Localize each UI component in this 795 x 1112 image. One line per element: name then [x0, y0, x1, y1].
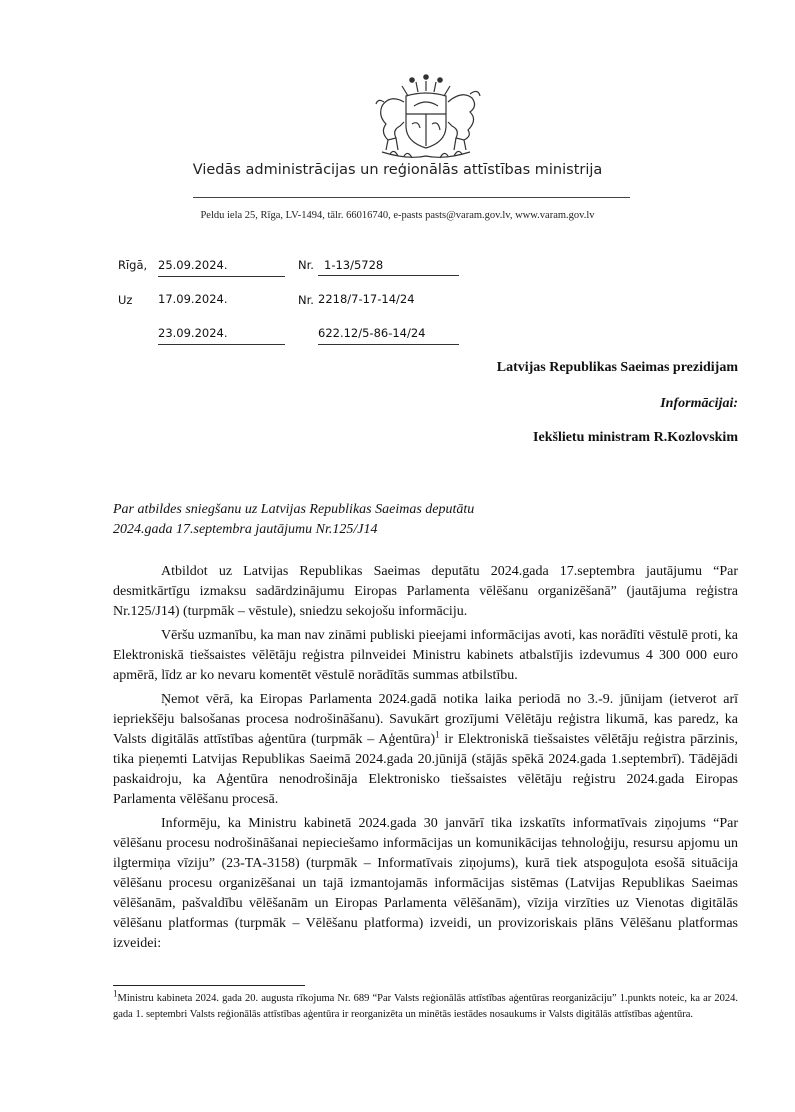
reply-date-1: 17.09.2024. — [158, 292, 228, 306]
recipient-primary: Latvijas Republikas Saeimas prezidijam — [496, 360, 738, 375]
footnote — [113, 988, 738, 1023]
recipient-secondary: Iekšlietu ministram R.Kozlovskim — [533, 430, 738, 445]
footnote-divider — [113, 985, 305, 986]
ministry-address: Peldu iela 25, Rīga, LV-1494, tālr. 66016740, e-pasts pasts@varam.gov.lv, www.varam.gov.lv — [200, 210, 595, 221]
footnote-reference: 1 — [435, 729, 440, 740]
reply-number-label: Nr. — [298, 293, 314, 307]
letterhead-divider — [193, 197, 630, 198]
ministry-name: Viedās administrācijas un reģionālās attīstības ministrija — [192, 162, 603, 178]
reply-date-2: 23.09.2024. — [158, 326, 285, 345]
footnote-marker: 1 — [113, 988, 118, 999]
coat-of-arms-icon — [368, 72, 484, 164]
letter-number: 1-13/5728 — [318, 258, 459, 276]
letter-body — [113, 562, 738, 958]
paragraph-3-part-b: ir Elektroniskā tiešsaistes vēlētāju reģistra pārzinis, tika pieņemti Latvijas Republikas Saeimā 2024.gada 20.jūnijā (stājās spēkā 2024.gada 1.septembrī). Tādējādi paskaidroju, ka Aģentūra nenodrošināja Elektronisko tiešsaistes vēlētāju reģistru 2024.gada Eiropas Parlamenta vēlēšanu procesā. — [113, 732, 738, 807]
letter-subject — [113, 500, 474, 540]
subject-line-2: 2024.gada 17.septembra jautājumu Nr.125/J14 — [113, 522, 378, 537]
paragraph-4: Informēju, ka Ministru kabinetā 2024.gada 30 janvārī tika izskatīts informatīvais ziņojums “Par vēlēšanu procesu nodrošināšanai nepieciešamo informācijas un komunikācijas tehnoloģiju, resursu apjomu un ilgtermiņa vīziju” (23-TA-3158) (turpmāk – Informatīvais ziņojums), kurā tiek atspoguļota esošā situācija vēlēšanu procesu organizēšanai un tajā izmantojamās informācijas sistēmas (Latvijas Republikas Saeimas vēlēšanām, pašvaldību vēlēšanām un Eiropas Parlamenta vēlēšanām), vīzija virzīties uz Vienotas digitālās vēlēšanu platformas (turpmāk – Vēlēšanu platforma) izveidi, un provizoriskais plāns Vēlēšanu platformas izveidei: — [113, 816, 738, 951]
letter-date: 25.09.2024. — [158, 258, 285, 277]
footnote-text: Ministru kabineta 2024. gada 20. augusta rīkojuma Nr. 689 “Par Valsts reģionālās attīstības aģentūras reorganizāciju” 1.punkts noteic, ka ar 2024. gada 1. septembri Valsts reģionālās attīstības aģentūra ir reorganizēta un minētās iestādes nosaukums ir Valsts digitālās attīstības aģentūra. — [113, 993, 738, 1020]
subject-line-1: Par atbildes sniegšanu uz Latvijas Republikas Saeimas deputātu — [113, 502, 475, 517]
reply-to-label: Uz — [118, 293, 133, 307]
paragraph-2: Vēršu uzmanību, ka man nav zināmi publiski pieejami informācijas avoti, kas norādīti vēstulē proti, ka Elektroniskā tiešsaistes vēlētāju reģistra pilnveidei Ministru kabinets atbalstījis izdevumus 4 300 000 euro apmērā, līdz ar ko nevaru komentēt vēstulē norādītās summas atbilstību. — [113, 628, 738, 683]
reply-number-1: 2218/7-17-14/24 — [318, 292, 415, 306]
paragraph-3 — [113, 690, 738, 810]
info-label: Informācijai: — [660, 396, 738, 411]
paragraph-3-part-a: Ņemot vērā, ka Eiropas Parlamenta 2024.gadā notika laika periodā no 3.-9. jūnijam (ietverot arī iepriekšēju balsošanas procesa nodrošināšanu). Savukārt grozījumi Vēlētāju reģistra likumā, kas paredz, ka Valsts digitālās attīstības aģentūra (turpmāk – Aģentūra) — [113, 692, 738, 747]
reply-number-2: 622.12/5-86-14/24 — [318, 326, 459, 345]
number-label: Nr. — [298, 258, 314, 272]
paragraph-1: Atbildot uz Latvijas Republikas Saeimas deputātu 2024.gada 17.septembra jautājumu “Par desmitkārtīgu izmaksu sadārdzinājumu Eiropas Parlamenta vēlēšanu organizēšanā” (jautājuma reģistra Nr.125/J14) (turpmāk – vēstule), sniedzu sekojošu informāciju. — [113, 564, 738, 619]
place-label: Rīgā, — [118, 258, 148, 272]
